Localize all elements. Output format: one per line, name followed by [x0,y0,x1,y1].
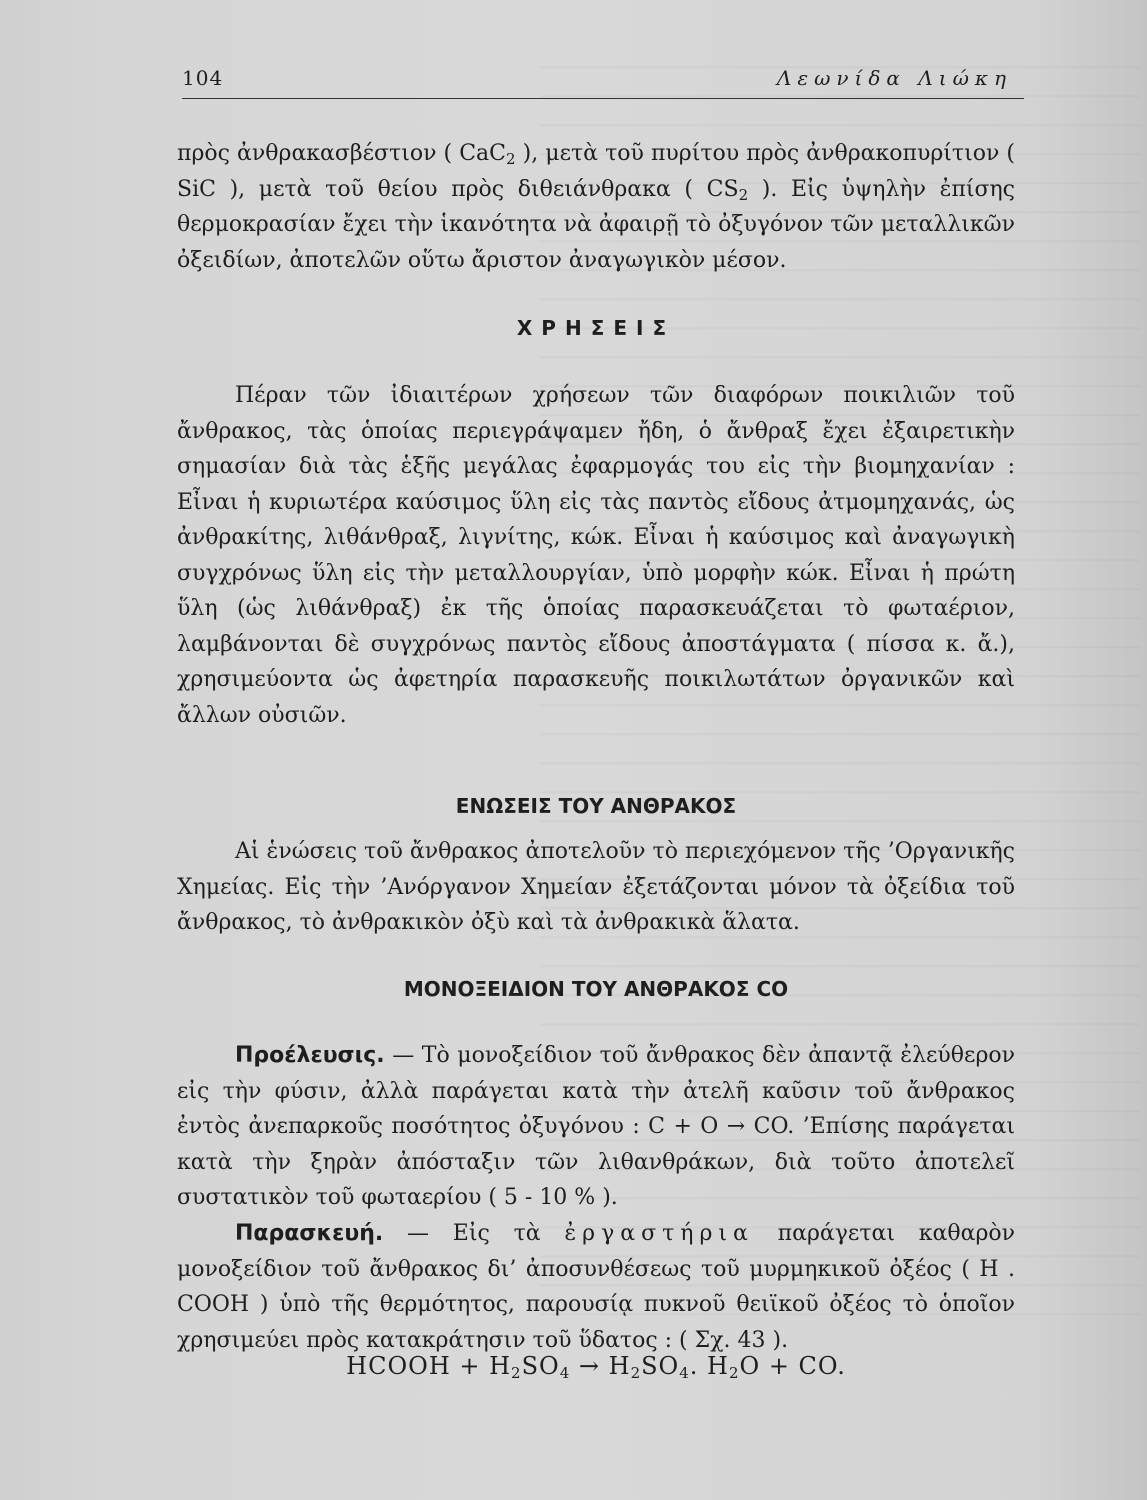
preparation-lead: Παρασκευή. [235,1221,384,1246]
formula-part: . H [689,1352,729,1380]
formula-part: O + CO. [739,1352,846,1380]
page-number: 104 [182,66,224,90]
para1-text-a: πρὸς ἀνθρακασβέστιον ( CaC [177,141,507,166]
origin-text: — Τὸ μονοξείδιον τοῦ ἄνθρακος δὲν ἀπαντᾷ ἐλεύθερον εἰς τὴν φύσιν, ἀλλὰ παράγεται κατὰ τὴν ἀτελῆ καῦσιν τοῦ ἄνθρακος ἐντὸς ἀνεπαρκοῦς ποσότητος ὀξυγόνου : C + O → CO. ’Επίσης παράγεται κατὰ τὴν ξηρὰν ἀπόσταξιν τῶν λιθανθράκων, διὰ τοῦτο ἀποτελεῖ συστατικὸν τοῦ φωταερίου ( 5 - 10 % ). [177,1043,1015,1210]
heading-monoxide: ΜΟΝΟΞΕΙΔΙΟΝ ΤΟΥ ΑΝΘΡΑΚΟΣ CO [403,977,789,1001]
para1-sub-b: 2 [738,185,749,204]
para1-text-c: ). Εἰς ὑψηλὴν ἐπίσης θερμοκρασίαν ἔχει τὴν ἱκανότητα νὰ ἀφαιρῇ τὸ ὀξυγόνον τῶν μεταλλικῶν ὀξειδίων, ἀποτελῶν οὕτω ἄριστον ἀναγωγικὸν μέσον. [177,176,1015,273]
formula-part: SO [521,1352,560,1380]
origin-lead: Προέλευσις. [235,1043,385,1068]
paragraph-preparation [177,1216,1015,1358]
heading-uses: ΧΡΗΣΕΙΣ [516,316,676,340]
heading-compounds: ΕΝΩΣΕΙΣ ΤΟΥ ΑΝΘΡΑΚΟΣ [455,794,737,818]
paragraph-compounds [177,834,1015,941]
page-header [182,64,1024,99]
formula-sub: 4 [679,1364,690,1382]
formula-part: SO [641,1352,680,1380]
formula-sub: 2 [511,1364,522,1382]
preparation-spaced-word: ἐργαστήρια [564,1221,754,1246]
formula-part: HCOOH + H [346,1352,512,1380]
uses-text: Πέραν τῶν ἰδιαιτέρων χρήσεων τῶν διαφόρων ποικιλιῶν τοῦ ἄνθρακος, τὰς ὁποίας περιεγράψαμεν ἤδη, ὁ ἄνθραξ ἔχει ἐξαιρετικὴν σημασίαν διὰ τὰς ἑξῆς μεγάλας ἐφαρμογάς του εἰς τὴν βιομηχανίαν : Εἶναι ἡ κυριωτέρα καύσιμος ὕλη εἰς τὰς παντὸς εἴδους ἀτμομηχανάς, ὡς ἀνθρακίτης, λιθάνθραξ, λιγνίτης, κώκ. Εἶναι ἡ καύσιμος καὶ ἀναγωγικὴ συγχρόνως ὕλη εἰς τὴν μεταλλουργίαν, ὑπὸ μορφὴν κώκ. Εἶναι ἡ πρώτη ὕλη (ὡς λιθάνθραξ) ἐκ τῆς ὁποίας παρασκευάζεται τὸ φωταέριον, λαμβάνονται δὲ συγχρόνως παντὸς εἴδους ἀποστάγματα ( πίσσα κ. ἄ.), χρησιμεύοντα ὡς ἀφετηρία παρασκευῆς ποικιλωτάτων ὀργανικῶν καὶ ἄλλων οὐσιῶν. [177,383,1015,728]
formula-sub: 4 [559,1364,571,1382]
para1-text-b: ), μετὰ τοῦ πυρίτου πρὸς ἀνθρακοπυρίτιον ( SiC ), μετὰ τοῦ θείου πρὸς διθειάνθρακα ( CS [177,141,1015,202]
preparation-text-a: — Εἰς τὰ [383,1221,565,1246]
paragraph-intro [177,136,1015,278]
formula-part: → H [570,1352,631,1380]
running-head: Λεωνίδα Λιώκη [776,66,1012,90]
formula-sub: 2 [728,1364,740,1382]
paragraph-origin [177,1038,1015,1216]
reaction-formula [177,1352,1015,1380]
preparation-text-b: παράγεται καθαρὸν μονοξείδιον τοῦ ἄνθρακος δι’ ἀποσυνθέσεως τοῦ μυρμηκικοῦ ὀξέος ( H . COOH ) ὑπὸ τῆς θερμότητος, παρουσίᾳ πυκνοῦ θειϊκοῦ ὀξέος τὸ ὁποῖον χρησιμεύει πρὸς κατακράτησιν τοῦ ὕδατος : ( Σχ. 43 ). [177,1221,1015,1353]
compounds-text: Αἱ ἑνώσεις τοῦ ἄνθρακος ἀποτελοῦν τὸ περιεχόμενον τῆς ’Οργανικῆς Χημείας. Εἰς τὴν ’Ανόργανον Χημείαν ἐξετάζονται μόνον τὰ ὀξείδια τοῦ ἄνθρακος, τὸ ἀνθρακικὸν ὀξὺ καὶ τὰ ἀνθρακικὰ ἅλατα. [177,839,1015,935]
paragraph-uses [177,378,1015,733]
formula-sub: 2 [630,1364,642,1382]
para1-sub-a: 2 [506,150,516,168]
